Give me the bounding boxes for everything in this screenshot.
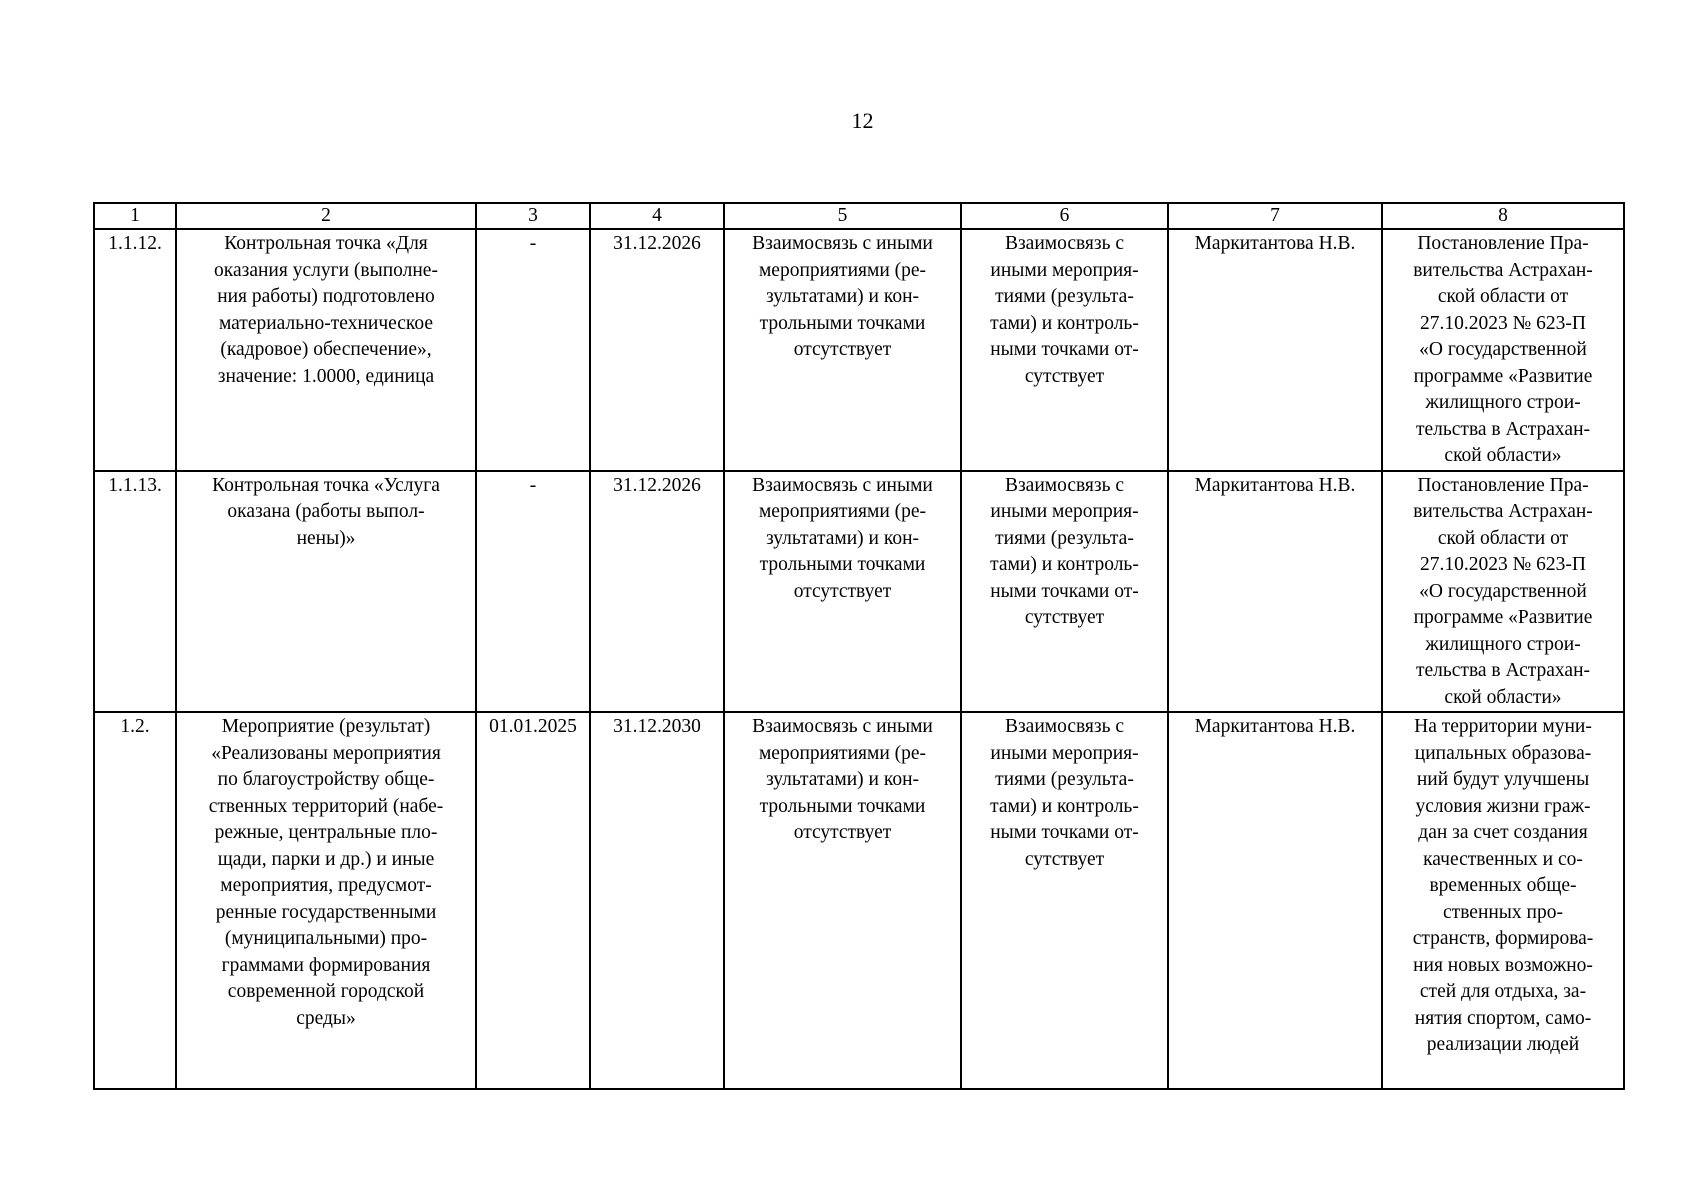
row-link-previous: Взаимосвязь с иными мероприятиями (ре- зультатами) и кон- трольными точками отсутствует [724,471,961,713]
row-start-date: - [476,471,590,713]
table-row [94,471,1624,713]
header-col-4: 4 [590,203,724,229]
row-start-date: 01.01.2025 [476,712,590,1089]
row-responsible: Маркитантова Н.В. [1168,229,1382,471]
row-responsible: Маркитантова Н.В. [1168,712,1382,1089]
header-col-2: 2 [176,203,476,229]
row-info: Постановление Пра- вительства Астрахан- ской области от 27.10.2023 № 623-П «О государственной программе «Развитие жилищного строи- тельства в Астрахан- ской области» [1382,471,1624,713]
row-link-previous: Взаимосвязь с иными мероприятиями (ре- зультатами) и кон- трольными точками отсутствует [724,712,961,1089]
row-name: Контрольная точка «Для оказания услуги (выполне- ния работы) подготовлено материально-техническое (кадровое) обеспечение», значение: 1.0000, единица [176,229,476,471]
row-end-date: 31.12.2026 [590,229,724,471]
row-info: На территории муни- ципальных образова- ний будут улучшены условия жизни граж- дан за счет создания качественных и со- временных обще- ственных про- странств, формирова- ния новых возможно- стей для отдыха, за- нятия спортом, само- реализации людей [1382,712,1624,1089]
row-end-date: 31.12.2026 [590,471,724,713]
row-number: 1.1.13. [94,471,176,713]
row-name: Мероприятие (результат) «Реализованы мероприятия по благоустройству обще- ственных территорий (набе- режные, центральные пло- щади, парки и др.) и иные мероприятия, предусмот- ренные государственными (муниципальными) про- граммами формирования современной городской среды» [176,712,476,1089]
row-number: 1.1.12. [94,229,176,471]
row-link-previous: Взаимосвязь с иными мероприятиями (ре- зультатами) и кон- трольными точками отсутствует [724,229,961,471]
header-row [94,203,1624,229]
header-col-3: 3 [476,203,590,229]
header-col-5: 5 [724,203,961,229]
row-number: 1.2. [94,712,176,1089]
row-start-date: - [476,229,590,471]
row-link-next: Взаимосвязь с иными мероприя- тиями (результа- тами) и контроль- ными точками от- сутствует [961,712,1168,1089]
table-row [94,712,1624,1089]
header-col-7: 7 [1168,203,1382,229]
activities-table [93,202,1625,1090]
header-col-8: 8 [1382,203,1624,229]
row-info: Постановление Пра- вительства Астрахан- ской области от 27.10.2023 № 623-П «О государственной программе «Развитие жилищного строи- тельства в Астрахан- ской области» [1382,229,1624,471]
row-name: Контрольная точка «Услуга оказана (работы выпол- нены)» [176,471,476,713]
header-col-1: 1 [94,203,176,229]
page-number: 12 [851,108,874,133]
row-end-date: 31.12.2030 [590,712,724,1089]
row-link-next: Взаимосвязь с иными мероприя- тиями (результа- тами) и контроль- ными точками от- сутствует [961,229,1168,471]
header-col-6: 6 [961,203,1168,229]
row-responsible: Маркитантова Н.В. [1168,471,1382,713]
table-row [94,229,1624,471]
row-link-next: Взаимосвязь с иными мероприя- тиями (результа- тами) и контроль- ными точками от- сутствует [961,471,1168,713]
